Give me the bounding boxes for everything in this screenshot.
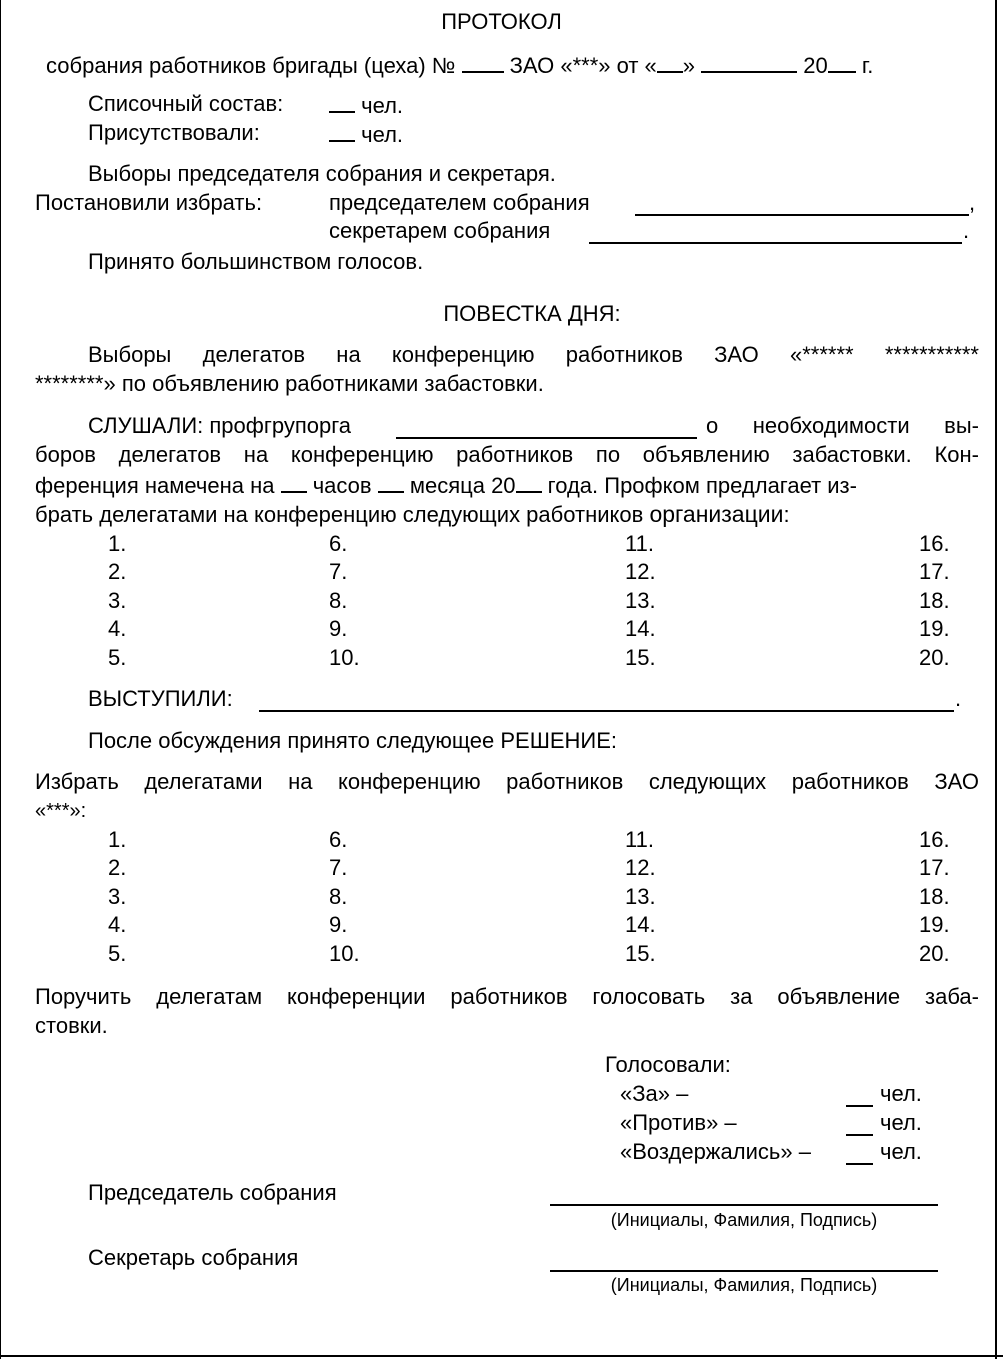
list1-item: 16.: [919, 531, 950, 556]
list2-item: 15.: [625, 941, 656, 966]
chair-name-blank[interactable]: [635, 214, 969, 216]
list2-item: 13.: [625, 884, 656, 909]
secretary-signature-caption: (Инициалы, Фамилия, Подпись): [610, 1275, 878, 1295]
list2-item: 7.: [329, 855, 348, 880]
year-blank[interactable]: [828, 51, 856, 73]
instruct-line-1: Поручить делегатам конференции работников голосовать за объявление заба-: [35, 984, 979, 1009]
secretary-label: секретарем собрания: [329, 218, 551, 243]
hours-blank[interactable]: [281, 471, 307, 493]
vote-abstain-unit: чел.: [880, 1139, 922, 1164]
chair-label: председателем собрания: [329, 190, 590, 215]
subtitle-part-1: собрания работников бригады (цеха) №: [46, 53, 456, 78]
list2-item: 8.: [329, 884, 348, 909]
subtitle-part-5: г.: [861, 53, 874, 78]
secretary-signature-label: Секретарь собрания: [88, 1245, 299, 1270]
heard-line-3-b: часов: [312, 473, 372, 498]
chair-signature-label: Председатель собрания: [88, 1180, 337, 1205]
roster-present-value: [329, 120, 403, 148]
list1-item: 18.: [919, 588, 950, 613]
election-heading: Выборы председателя собрания и секретаря.: [88, 161, 556, 186]
list2-item: 11.: [625, 827, 654, 852]
vote-for-blank[interactable]: [846, 1105, 873, 1107]
list1-item: 7.: [329, 559, 348, 584]
list1-item: 13.: [625, 588, 656, 613]
decision-line-1: Избрать делегатами на конференцию работников следующих работников ЗАО: [35, 769, 979, 794]
vote-abstain-blank[interactable]: [846, 1163, 873, 1165]
decision-line-2: «***»:: [35, 800, 87, 822]
list1-item: 9.: [329, 616, 348, 641]
chair-comma: ,: [969, 190, 976, 215]
agenda-heading: ПОВЕСТКА ДНЯ:: [443, 301, 621, 326]
list2-item: 4.: [108, 912, 127, 937]
vote-for-unit: чел.: [880, 1081, 922, 1106]
list2-item: 12.: [625, 855, 656, 880]
list2-item: 14.: [625, 912, 656, 937]
spoke-label: ВЫСТУПИЛИ:: [88, 686, 233, 711]
spoke-blank[interactable]: [259, 710, 954, 712]
month-blank[interactable]: [701, 51, 797, 73]
vote-heading: Голосовали:: [605, 1052, 731, 1077]
list1-item: 19.: [919, 616, 950, 641]
list2-item: 18.: [919, 884, 950, 909]
heard-line-4: [35, 501, 790, 528]
heard-line-4-c: :: [783, 502, 790, 527]
roster-list-label: Списочный состав:: [88, 91, 284, 116]
spoke-period: .: [955, 686, 962, 711]
roster-list-blank[interactable]: [329, 91, 355, 113]
vote-abstain-label: «Воздержались» –: [620, 1139, 811, 1164]
secretary-period: .: [963, 218, 970, 243]
roster-present-unit: чел.: [361, 122, 404, 147]
agenda-line-2: ********» по объявлению работниками забастовки.: [35, 371, 544, 396]
list1-item: 2.: [108, 559, 127, 584]
brigade-number-blank[interactable]: [462, 51, 504, 73]
list2-item: 2.: [108, 855, 127, 880]
subtitle-part-4: 20: [803, 53, 828, 78]
list1-item: 20.: [919, 645, 950, 670]
majority-note: Принято большинством голосов.: [88, 249, 424, 274]
list1-item: 14.: [625, 616, 656, 641]
list2-item: 1.: [108, 827, 127, 852]
list1-item: 10.: [329, 645, 360, 670]
left-border: [0, 0, 1, 1359]
heard-line-4-b: организации: [649, 501, 784, 527]
list2-item: 19.: [919, 912, 950, 937]
list1-item: 6.: [329, 531, 348, 556]
list1-item: 17.: [919, 559, 950, 584]
list1-item: 8.: [329, 588, 348, 613]
heard-line-3-a: ференция намечена на: [35, 473, 275, 498]
list1-item: 11.: [625, 531, 654, 556]
roster-present-label: Присутствовали:: [88, 120, 260, 145]
heard-line-3: [35, 471, 857, 499]
heard-line-3-d: года. Профком предлагает из-: [547, 473, 857, 498]
vote-against-unit: чел.: [880, 1110, 922, 1135]
secretary-name-blank[interactable]: [589, 242, 962, 244]
right-border: [995, 0, 997, 1359]
list1-item: 1.: [108, 531, 127, 556]
vote-against-blank[interactable]: [846, 1134, 873, 1136]
heard-line-3-c: месяца 20: [409, 473, 516, 498]
roster-list-unit: чел.: [361, 93, 404, 118]
list2-item: 3.: [108, 884, 127, 909]
list2-item: 10.: [329, 941, 360, 966]
organizer-name-blank[interactable]: [396, 437, 697, 439]
list2-item: 9.: [329, 912, 348, 937]
list2-item: 6.: [329, 827, 348, 852]
list2-item: 17.: [919, 855, 950, 880]
subtitle-part-2: ЗАО «***» от «: [509, 53, 657, 78]
decision-heading: После обсуждения принято следующее РЕШЕНИЕ:: [88, 728, 618, 753]
decided-label: Постановили избрать:: [35, 190, 263, 215]
list1-item: 4.: [108, 616, 127, 641]
vote-for-label: «За» –: [620, 1081, 689, 1106]
subtitle-line: [46, 51, 873, 79]
list1-item: 15.: [625, 645, 656, 670]
agenda-line-1: Выборы делегатов на конференцию работников ЗАО «****** ***********: [88, 342, 979, 367]
heard-line-4-a: брать делегатами на конференцию следующих работников: [35, 502, 644, 527]
conf-year-blank[interactable]: [516, 471, 542, 493]
vote-against-label: «Против» –: [620, 1110, 737, 1135]
document-title: ПРОТОКОЛ: [441, 9, 562, 34]
subtitle-part-3: »: [682, 53, 696, 78]
list1-item: 3.: [108, 588, 127, 613]
day-blank[interactable]: [657, 51, 683, 73]
list2-item: 20.: [919, 941, 950, 966]
list2-item: 5.: [108, 941, 127, 966]
list2-item: 16.: [919, 827, 950, 852]
list1-item: 12.: [625, 559, 656, 584]
chair-signature-line[interactable]: [550, 1204, 938, 1206]
chair-signature-caption: (Инициалы, Фамилия, Подпись): [610, 1210, 878, 1230]
list1-item: 5.: [108, 645, 127, 670]
day-of-month-blank[interactable]: [378, 471, 404, 493]
instruct-line-2: стовки.: [35, 1013, 108, 1038]
bottom-border: [0, 1355, 1003, 1357]
heard-line-1-end: о необходимости вы-: [706, 413, 979, 438]
roster-list-value: [329, 91, 403, 119]
heard-line-1-start: СЛУШАЛИ: профгрупорга: [88, 413, 352, 438]
roster-present-blank[interactable]: [329, 120, 355, 142]
heard-line-2: боров делегатов на конференцию работников по объявлению забастовки. Кон-: [35, 442, 979, 467]
